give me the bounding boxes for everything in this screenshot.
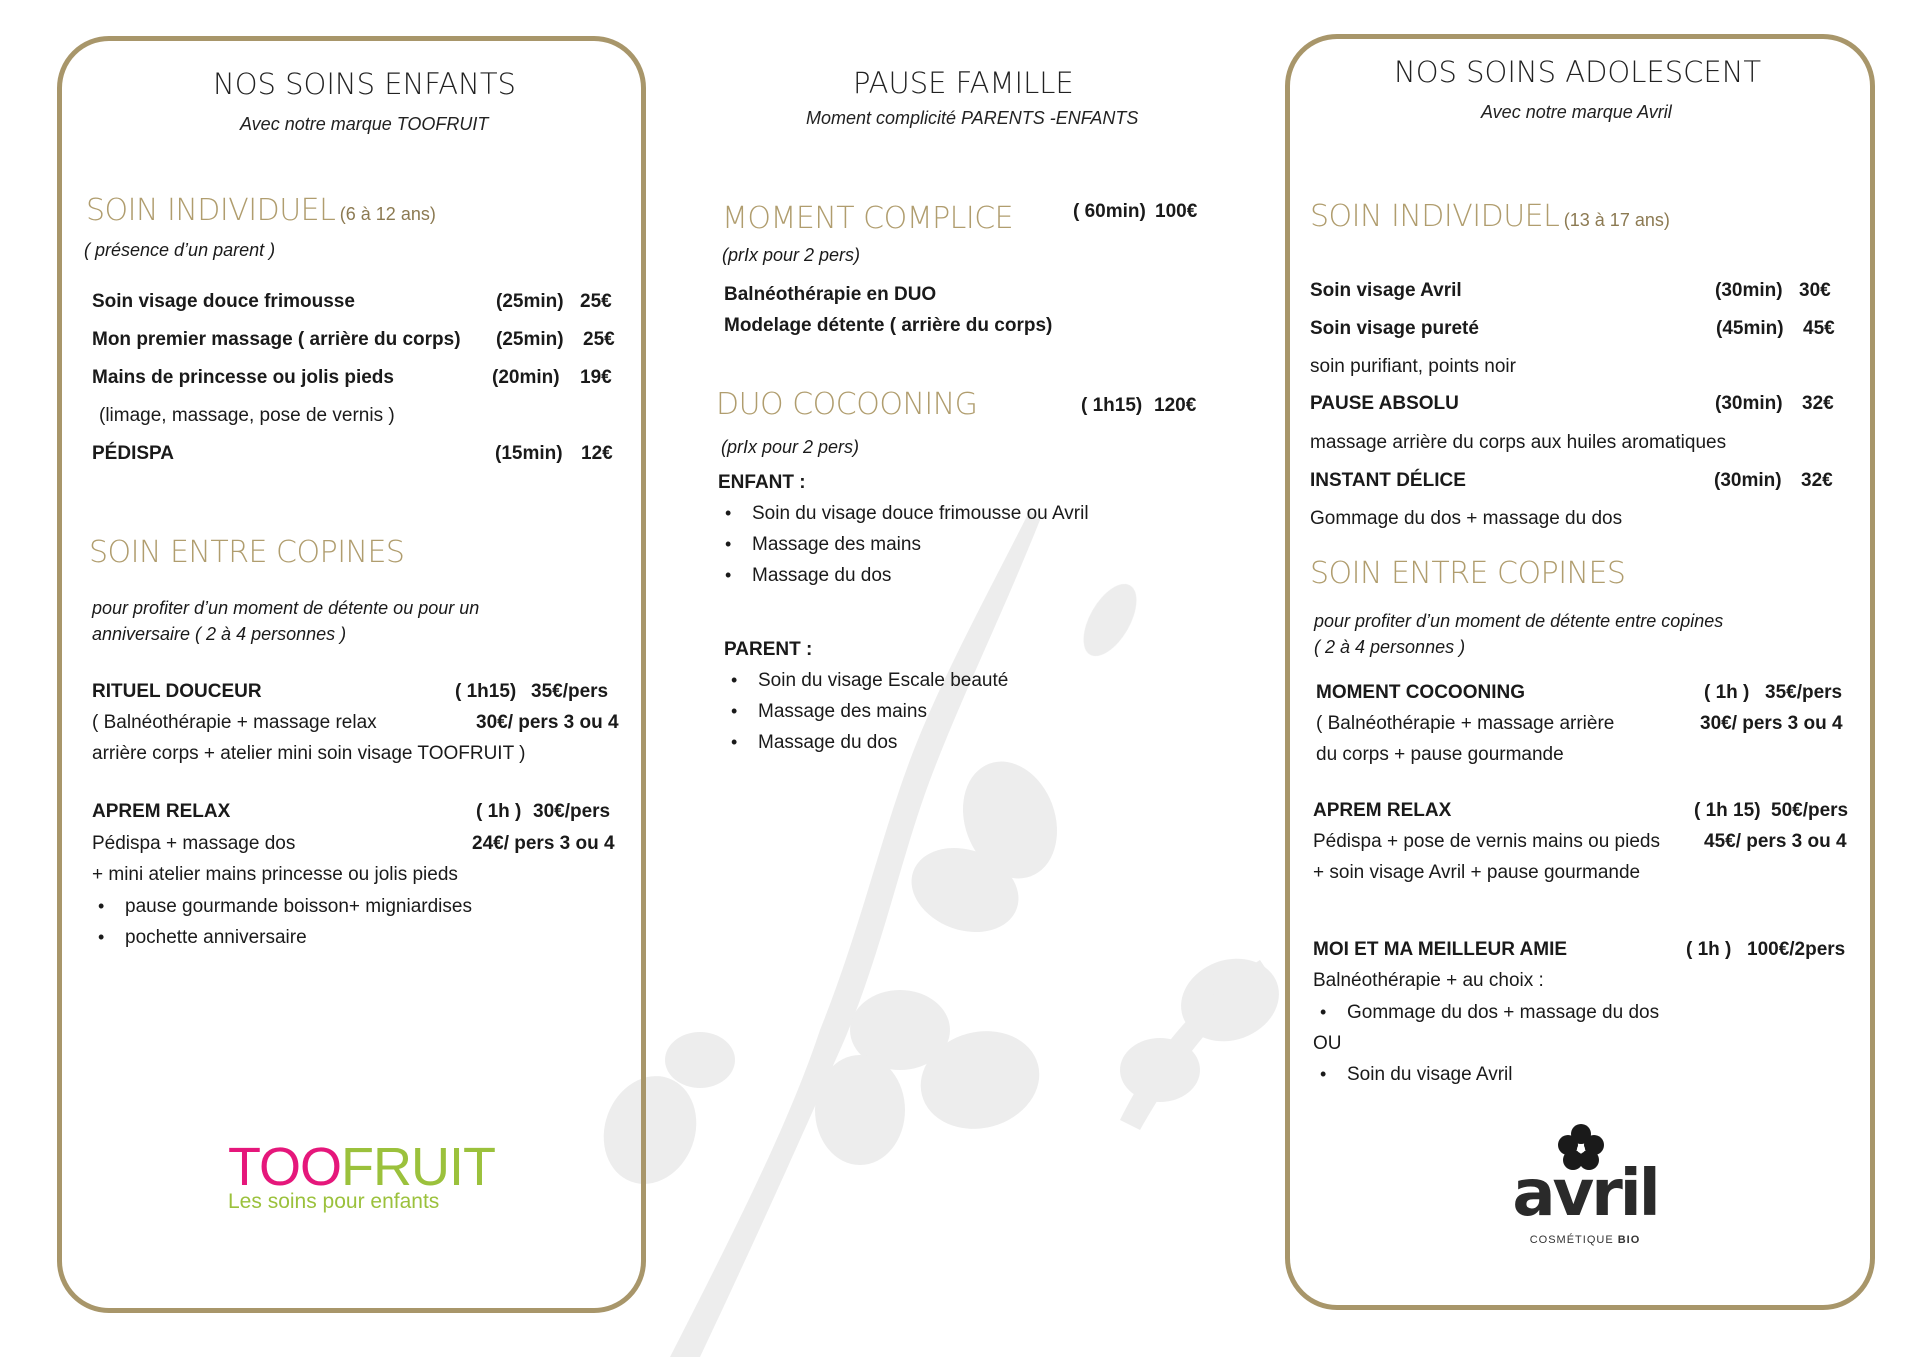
left-item-1-duration: (25min): [496, 291, 564, 312]
left-pedispa-price: 12€: [581, 443, 613, 464]
left-aprem-line-1: Pédispa + massage dos: [92, 833, 296, 854]
left-item-1-name: Soin visage douce frimousse: [92, 291, 355, 312]
left-rituel-line-2: arrière corps + atelier mini soin visage TOOFRUIT ): [92, 743, 526, 764]
right-individuel-heading-row: [1310, 199, 1670, 234]
left-copines-heading: SOIN ENTRE COPINES: [89, 535, 405, 570]
right-item-1-price: 30€: [1799, 280, 1831, 301]
left-aprem-price: 30€/pers: [533, 801, 611, 822]
right-amie-duration: ( 1h ): [1686, 939, 1732, 960]
right-copines-heading: SOIN ENTRE COPINES: [1310, 556, 1626, 591]
right-aprem-line-2: + soin visage Avril + pause gourmande: [1313, 862, 1641, 883]
right-title: NOS SOINS ADOLESCENT: [1394, 55, 1762, 89]
right-absolu-note: massage arrière du corps aux huiles aromatiques: [1310, 432, 1727, 453]
left-item-1-price: 25€: [580, 291, 612, 312]
cocooning-enfant-item-3: • Massage du dos: [752, 565, 891, 587]
right-amie-bullet-1: • Gommage du dos + massage du dos: [1347, 1002, 1659, 1024]
right-absolu-price: 32€: [1802, 393, 1834, 414]
left-rituel-name: RITUEL DOUCEUR: [92, 681, 262, 702]
cocooning-enfant-item-1: • Soin du visage douce frimousse ou Avril: [752, 503, 1089, 525]
middle-title: PAUSE FAMILLE: [853, 66, 1074, 100]
right-copines-intro-2: ( 2 à 4 personnes ): [1314, 637, 1466, 657]
complice-duration: ( 60min): [1073, 201, 1146, 222]
complice-line-2: Modelage détente ( arrière du corps): [724, 315, 1053, 336]
right-amie-bullet-2: • Soin du visage Avril: [1347, 1064, 1512, 1086]
right-cocooning-duration: ( 1h ): [1704, 682, 1750, 703]
complice-line-1: Balnéothérapie en DUO: [724, 284, 937, 305]
left-individuel-age: (6 à 12 ans): [339, 204, 436, 224]
left-pedispa-name: PÉDISPA: [92, 443, 175, 464]
right-item-2-name: Soin visage pureté: [1310, 318, 1479, 339]
left-aprem-name: APREM RELAX: [92, 801, 231, 822]
complice-note: (prIx pour 2 pers): [722, 245, 861, 265]
left-item-3-price: 19€: [580, 367, 612, 388]
cocooning-parent-item-3: • Massage du dos: [758, 732, 897, 754]
avril-logo-tagline: [1505, 1234, 1665, 1246]
left-individuel-heading-row: [86, 193, 436, 228]
right-aprem-line-1: Pédispa + pose de vernis mains ou pieds: [1313, 831, 1660, 852]
right-item-2-duration: (45min): [1716, 318, 1784, 339]
right-delice-price: 32€: [1801, 470, 1833, 491]
cocooning-enfant-item-2: • Massage des mains: [752, 534, 921, 556]
toofruit-logo-too: TOO: [228, 1137, 342, 1197]
right-item-2-price: 45€: [1803, 318, 1835, 339]
left-item-3-detail: (limage, massage, pose de vernis ): [99, 405, 395, 426]
left-rituel-price: 35€/pers: [531, 681, 609, 702]
right-amie-price: 100€/2pers: [1747, 939, 1846, 960]
left-rituel-line-1: ( Balnéothérapie + massage relax: [92, 712, 377, 733]
avril-logo-word: avril: [1512, 1157, 1658, 1231]
right-amie-line-1: Balnéothérapie + au choix :: [1313, 970, 1544, 991]
toofruit-logo: [228, 1137, 495, 1214]
toofruit-logo-tagline: Les soins pour enfants: [228, 1190, 440, 1213]
right-individuel-heading: SOIN INDIVIDUEL: [1310, 199, 1560, 234]
left-aprem-bullet-1: • pause gourmande boisson+ migniardises: [125, 896, 472, 918]
cocooning-note: (prIx pour 2 pers): [721, 437, 860, 457]
left-title: NOS SOINS ENFANTS: [213, 67, 516, 101]
right-amie-name: MOI ET MA MEILLEUR AMIE: [1313, 939, 1568, 960]
right-amie-ou: OU: [1313, 1033, 1342, 1054]
middle-subtitle: Moment complicité PARENTS -ENFANTS: [806, 108, 1139, 128]
toofruit-logo-fruit: FRUIT: [341, 1137, 495, 1197]
right-copines-intro-1: pour profiter d’un moment de détente entre copines: [1314, 611, 1724, 631]
right-absolu-duration: (30min): [1715, 393, 1783, 414]
left-pedispa-duration: (15min): [495, 443, 563, 464]
left-subtitle: Avec notre marque TOOFRUIT: [240, 114, 489, 134]
right-cocooning-line-2: du corps + pause gourmande: [1316, 744, 1564, 765]
avril-logo: [1505, 1123, 1665, 1253]
right-delice-name: INSTANT DÉLICE: [1310, 470, 1466, 491]
left-individuel-heading: SOIN INDIVIDUEL: [86, 193, 336, 228]
cocooning-parent-item-1: • Soin du visage Escale beauté: [758, 670, 1008, 692]
cocooning-heading: DUO COCOONING: [716, 387, 978, 422]
complice-heading: MOMENT COMPLICE: [722, 201, 1014, 236]
left-aprem-duration: ( 1h ): [476, 801, 522, 822]
left-item-3-name: Mains de princesse ou jolis pieds: [92, 367, 394, 388]
left-item-2-price: 25€: [583, 329, 615, 350]
right-cocooning-price-2: 30€/ pers 3 ou 4: [1700, 713, 1843, 734]
left-item-2-duration: (25min): [496, 329, 564, 350]
cocooning-enfant-label: ENFANT :: [718, 472, 806, 493]
left-copines-intro-2: anniversaire ( 2 à 4 personnes ): [92, 624, 347, 644]
avril-logo-tagline-b: BIO: [1617, 1234, 1641, 1246]
right-delice-duration: (30min): [1714, 470, 1782, 491]
right-cocooning-line-1: ( Balnéothérapie + massage arrière: [1316, 713, 1615, 734]
right-absolu-name: PAUSE ABSOLU: [1310, 393, 1459, 414]
avril-logo-tagline-a: COSMÉTIQUE: [1529, 1234, 1618, 1246]
right-aprem-name: APREM RELAX: [1313, 800, 1452, 821]
right-aprem-price-2: 45€/ pers 3 ou 4: [1704, 831, 1847, 852]
right-item-1-name: Soin visage Avril: [1310, 280, 1462, 301]
complice-price: 100€: [1155, 201, 1198, 222]
left-rituel-price-2: 30€/ pers 3 ou 4: [476, 712, 619, 733]
cocooning-parent-label: PARENT :: [724, 639, 813, 660]
left-aprem-line-2: + mini atelier mains princesse ou jolis pieds: [92, 864, 458, 885]
right-delice-note: Gommage du dos + massage du dos: [1310, 508, 1623, 529]
left-item-3-duration: (20min): [492, 367, 560, 388]
cocooning-price: 120€: [1154, 395, 1197, 416]
right-purete-note: soin purifiant, points noir: [1310, 356, 1516, 377]
left-rituel-duration: ( 1h15): [455, 681, 517, 702]
right-cocooning-price: 35€/pers: [1765, 682, 1843, 703]
right-aprem-price: 50€/pers: [1771, 800, 1849, 821]
cocooning-duration: ( 1h15): [1081, 395, 1143, 416]
left-aprem-bullet-2: • pochette anniversaire: [125, 927, 307, 949]
left-copines-intro-1: pour profiter d’un moment de détente ou pour un: [92, 598, 480, 618]
left-aprem-price-2: 24€/ pers 3 ou 4: [472, 833, 615, 854]
left-item-2-name: Mon premier massage ( arrière du corps): [92, 329, 461, 350]
right-individuel-age: (13 à 17 ans): [1563, 210, 1670, 230]
cocooning-parent-item-2: • Massage des mains: [758, 701, 927, 723]
left-individuel-note: ( présence d’un parent ): [84, 240, 276, 260]
right-subtitle: Avec notre marque Avril: [1481, 102, 1672, 122]
right-aprem-duration: ( 1h 15): [1694, 800, 1761, 821]
right-item-1-duration: (30min): [1715, 280, 1783, 301]
right-cocooning-name: MOMENT COCOONING: [1316, 682, 1525, 703]
